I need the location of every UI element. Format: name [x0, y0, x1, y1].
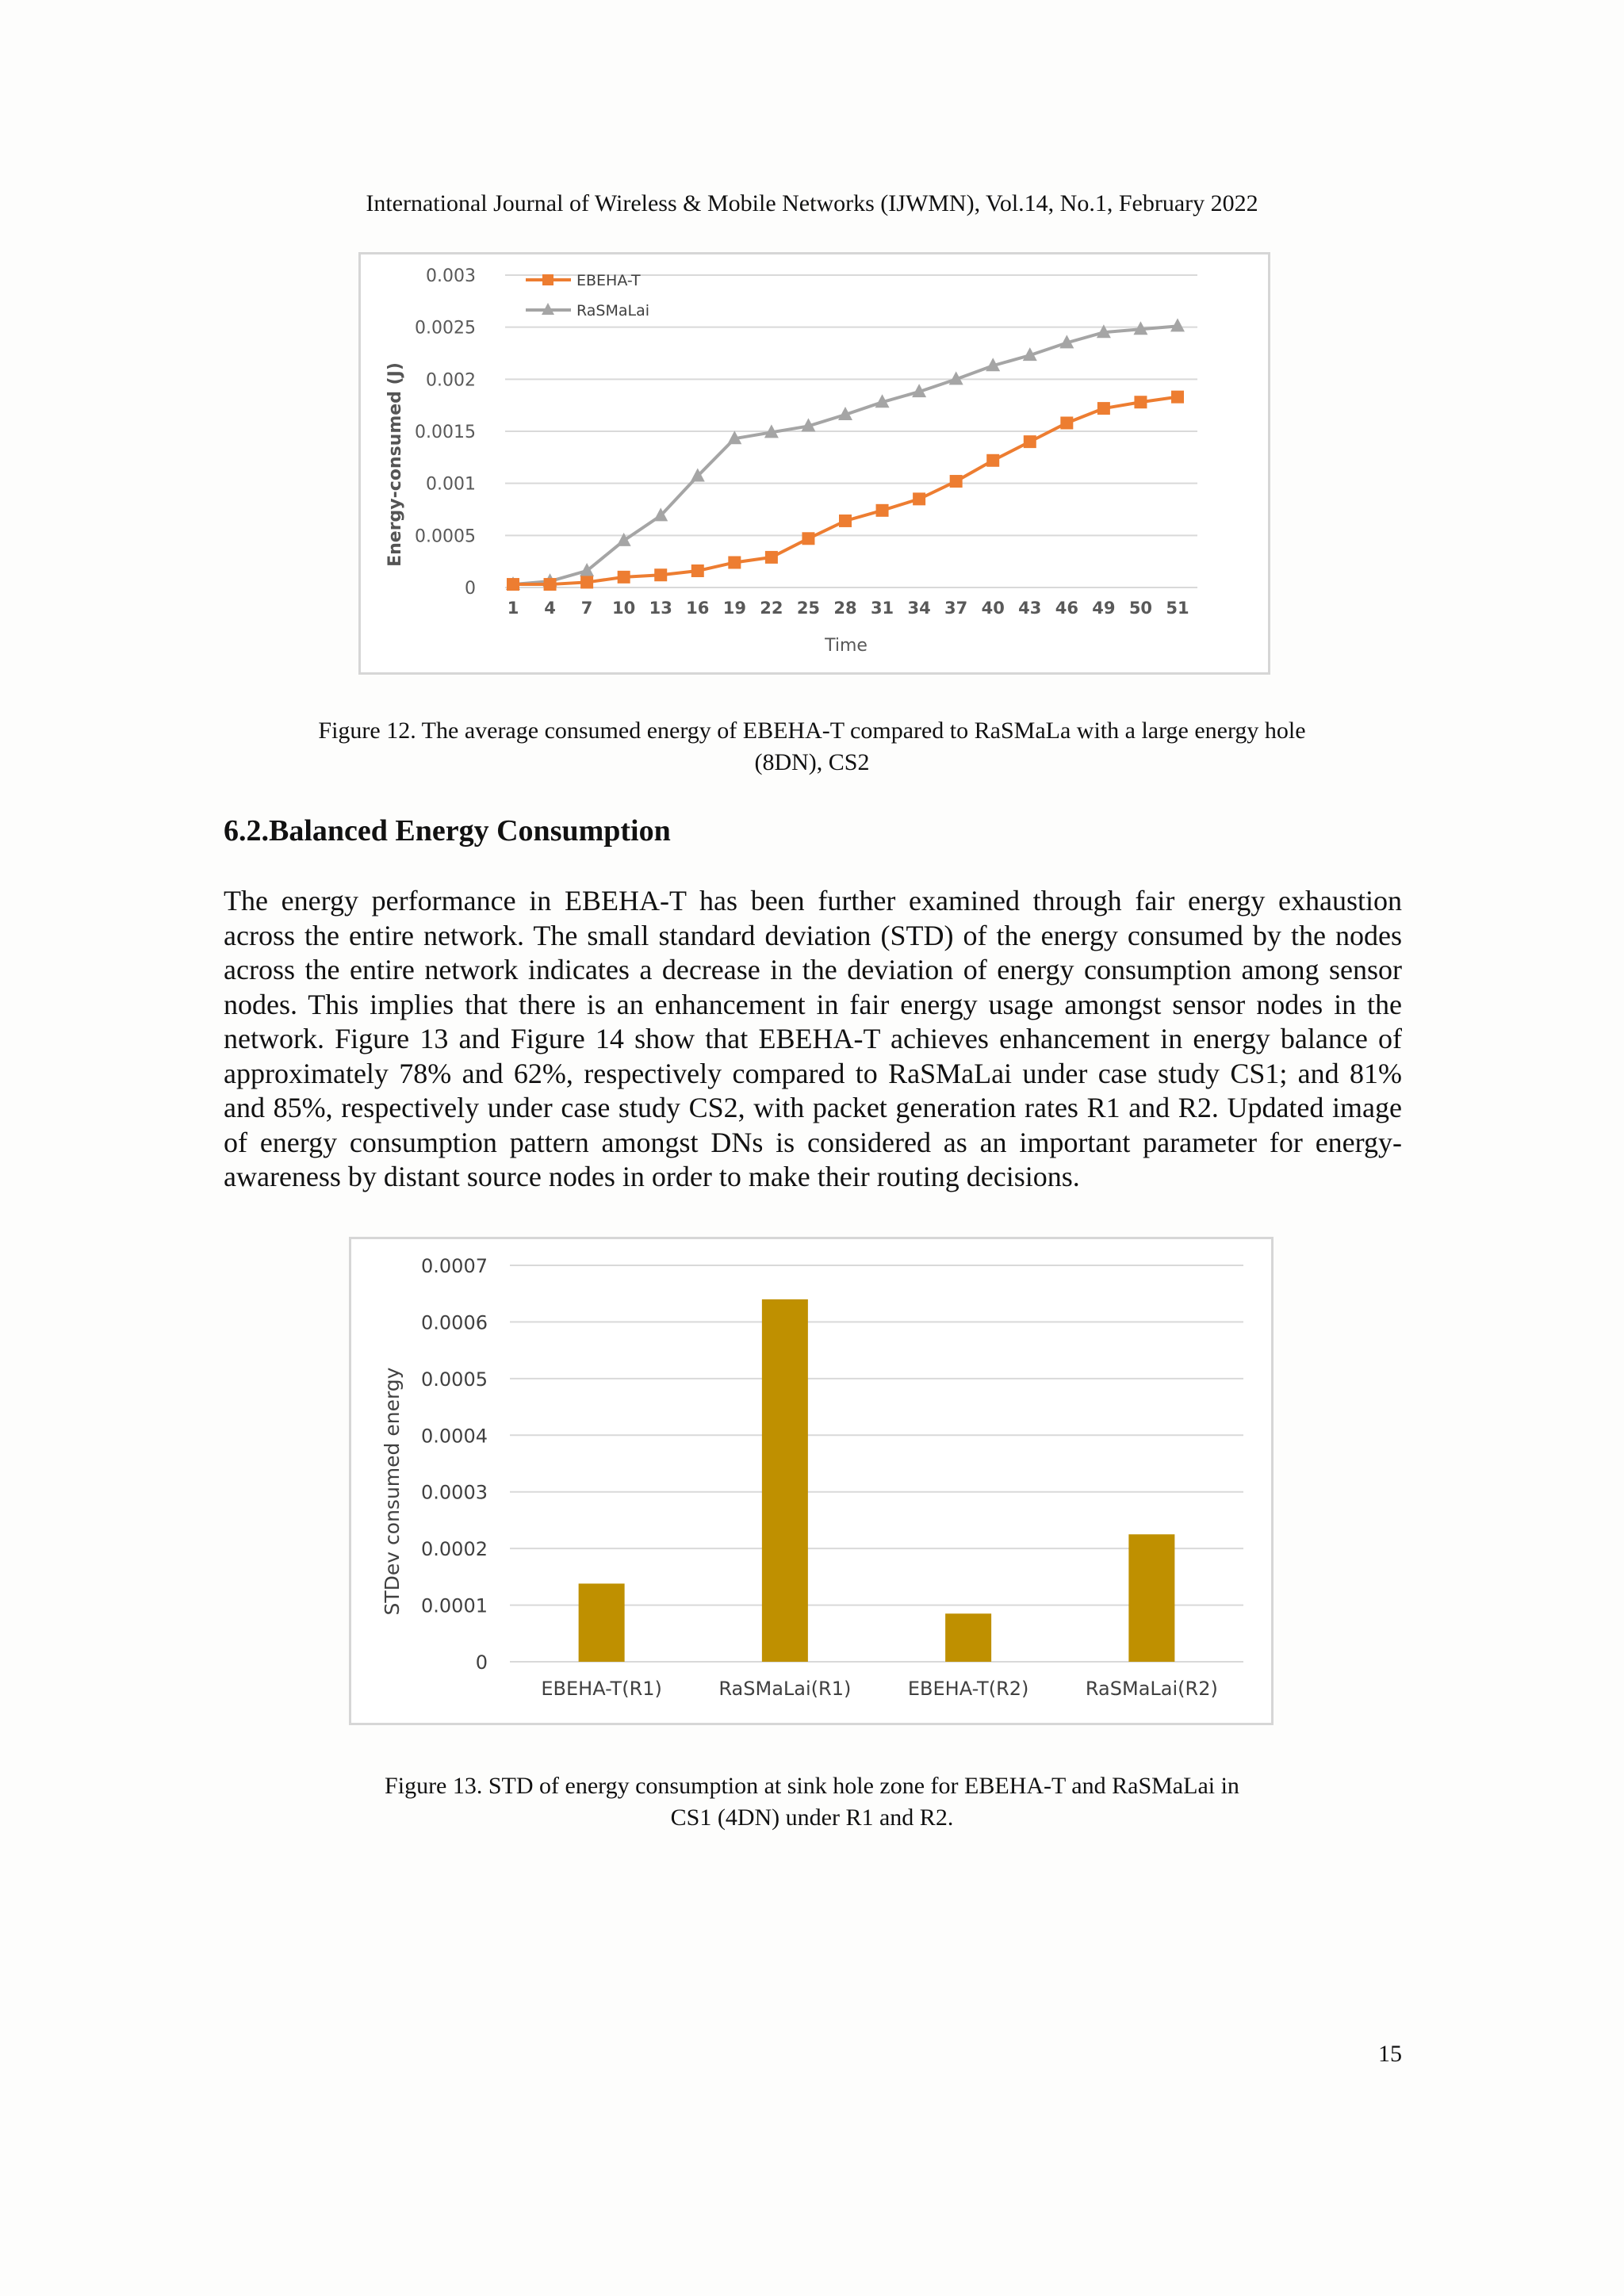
x-tick-label: 51 [1166, 599, 1189, 618]
section-heading: 6.2.Balanced Energy Consumption [224, 814, 671, 848]
y-tick-label: 0.0005 [421, 1368, 488, 1391]
y-tick-label: 0.0003 [421, 1481, 488, 1504]
figure-12-caption [182, 715, 1442, 779]
x-tick-label: 37 [944, 599, 968, 618]
x-tick-label: 31 [870, 599, 894, 618]
x-tick-label: 16 [686, 599, 710, 618]
x-axis-label: Time [825, 636, 868, 656]
figure-12-line-chart [358, 252, 1270, 675]
y-tick-label: 0 [465, 579, 476, 599]
data-point [1024, 435, 1036, 448]
data-point [802, 532, 814, 545]
y-tick-label: 0.0004 [421, 1425, 488, 1448]
legend-label: EBEHA-T [576, 272, 641, 289]
y-tick-label: 0.0025 [415, 318, 476, 339]
data-point [839, 515, 852, 527]
x-tick-label: 50 [1128, 599, 1153, 618]
data-point [1097, 402, 1110, 415]
y-tick-label: 0.002 [426, 370, 476, 391]
data-point [507, 578, 519, 591]
bar [945, 1613, 991, 1662]
x-tick-label: 13 [649, 599, 672, 618]
y-tick-label: 0.003 [426, 266, 476, 286]
data-point [1060, 416, 1073, 429]
y-tick-label: 0.0002 [421, 1538, 488, 1561]
line-chart-svg [361, 254, 1268, 672]
data-point [544, 578, 557, 591]
x-tick-label: EBEHA-T(R1) [541, 1678, 662, 1700]
x-tick-label: 28 [833, 599, 857, 618]
data-point [1170, 318, 1185, 331]
data-point [950, 475, 963, 488]
x-tick-label: 43 [1018, 599, 1042, 618]
series-line-ebeha-t [513, 397, 1178, 584]
y-axis-label: Energy-consumed (J) [385, 362, 405, 567]
figure-12-caption-line1: Figure 12. The average consumed energy of EBEHA-T compared to RaSMaLa with a large energy hole [318, 718, 1306, 744]
x-tick-label: 4 [544, 599, 556, 618]
x-tick-label: 40 [981, 599, 1005, 618]
figure-12-caption-line2: (8DN), CS2 [754, 749, 870, 775]
data-point [913, 492, 925, 505]
page-number: 15 [1378, 2041, 1402, 2067]
data-point [986, 454, 999, 467]
journal-header: International Journal of Wireless & Mobile Networks (IJWMN), Vol.14, No.1, February 2022 [366, 190, 1258, 216]
figure-13-caption [182, 1770, 1442, 1834]
x-tick-label: 19 [722, 599, 746, 618]
x-tick-label: 25 [796, 599, 821, 618]
legend-marker [542, 274, 553, 285]
bar [1128, 1534, 1174, 1662]
y-tick-label: 0.0015 [415, 423, 476, 442]
x-tick-label: RaSMaLai(R1) [718, 1678, 852, 1700]
x-tick-label: 10 [612, 599, 636, 618]
x-tick-label: EBEHA-T(R2) [907, 1678, 1029, 1700]
data-point [1171, 391, 1184, 404]
data-point [876, 504, 889, 517]
bar-chart-svg [351, 1239, 1271, 1723]
y-tick-label: 0.001 [426, 474, 476, 495]
y-tick-label: 0.0006 [421, 1311, 488, 1334]
body-paragraph: The energy performance in EBEHA-T has been further examined through fair energy exhaustion across the entire network. The small standard deviation (STD) of the energy consumed by the nodes across the entire network indicates a decrease in the deviation of energy consumption among sensor nodes. This implies that there is an enhancement in fair energy usage amongst sensor nodes in the network. Figure 13 and Figure 14 show that EBEHA-T achieves enhancement in energy balance of approximately 78% and 62%, respectively compared to RaSMaLai under case study CS1; and 81% and 85%, respectively under case study CS2, with packet generation rates R1 and R2. Updated image of energy consumption pattern amongst DNs is considered as an important parameter for energy-awareness by distant source nodes in order to make their routing decisions. [224, 885, 1402, 1192]
data-point [765, 551, 778, 564]
x-tick-label: 49 [1092, 599, 1116, 618]
data-point [580, 576, 593, 588]
y-tick-label: 0.0001 [421, 1594, 488, 1617]
data-point [618, 571, 630, 584]
x-tick-label: 34 [907, 599, 931, 618]
y-tick-label: 0.0005 [415, 526, 476, 547]
x-tick-label: 46 [1055, 599, 1078, 618]
figure-13-caption-line1: Figure 13. STD of energy consumption at sink hole zone for EBEHA-T and RaSMaLai in [385, 1773, 1239, 1799]
data-point [728, 556, 741, 568]
figure-13-bar-chart [349, 1237, 1274, 1725]
x-tick-label: 7 [580, 599, 593, 618]
data-point [654, 568, 667, 581]
figure-13-caption-line2: CS1 (4DN) under R1 and R2. [670, 1804, 954, 1831]
legend-label: RaSMaLai [576, 302, 650, 320]
y-tick-label: 0.0007 [421, 1255, 488, 1277]
y-tick-label: 0 [475, 1651, 488, 1674]
bar [579, 1583, 625, 1662]
y-axis-label: STDev consumed energy [381, 1367, 404, 1616]
data-point [1134, 396, 1147, 408]
bar [762, 1299, 808, 1662]
x-tick-label: RaSMaLai(R2) [1085, 1678, 1218, 1700]
x-tick-label: 22 [760, 599, 783, 618]
series-line-rasmalai [513, 326, 1178, 584]
data-point [691, 564, 704, 577]
x-tick-label: 1 [507, 599, 519, 618]
